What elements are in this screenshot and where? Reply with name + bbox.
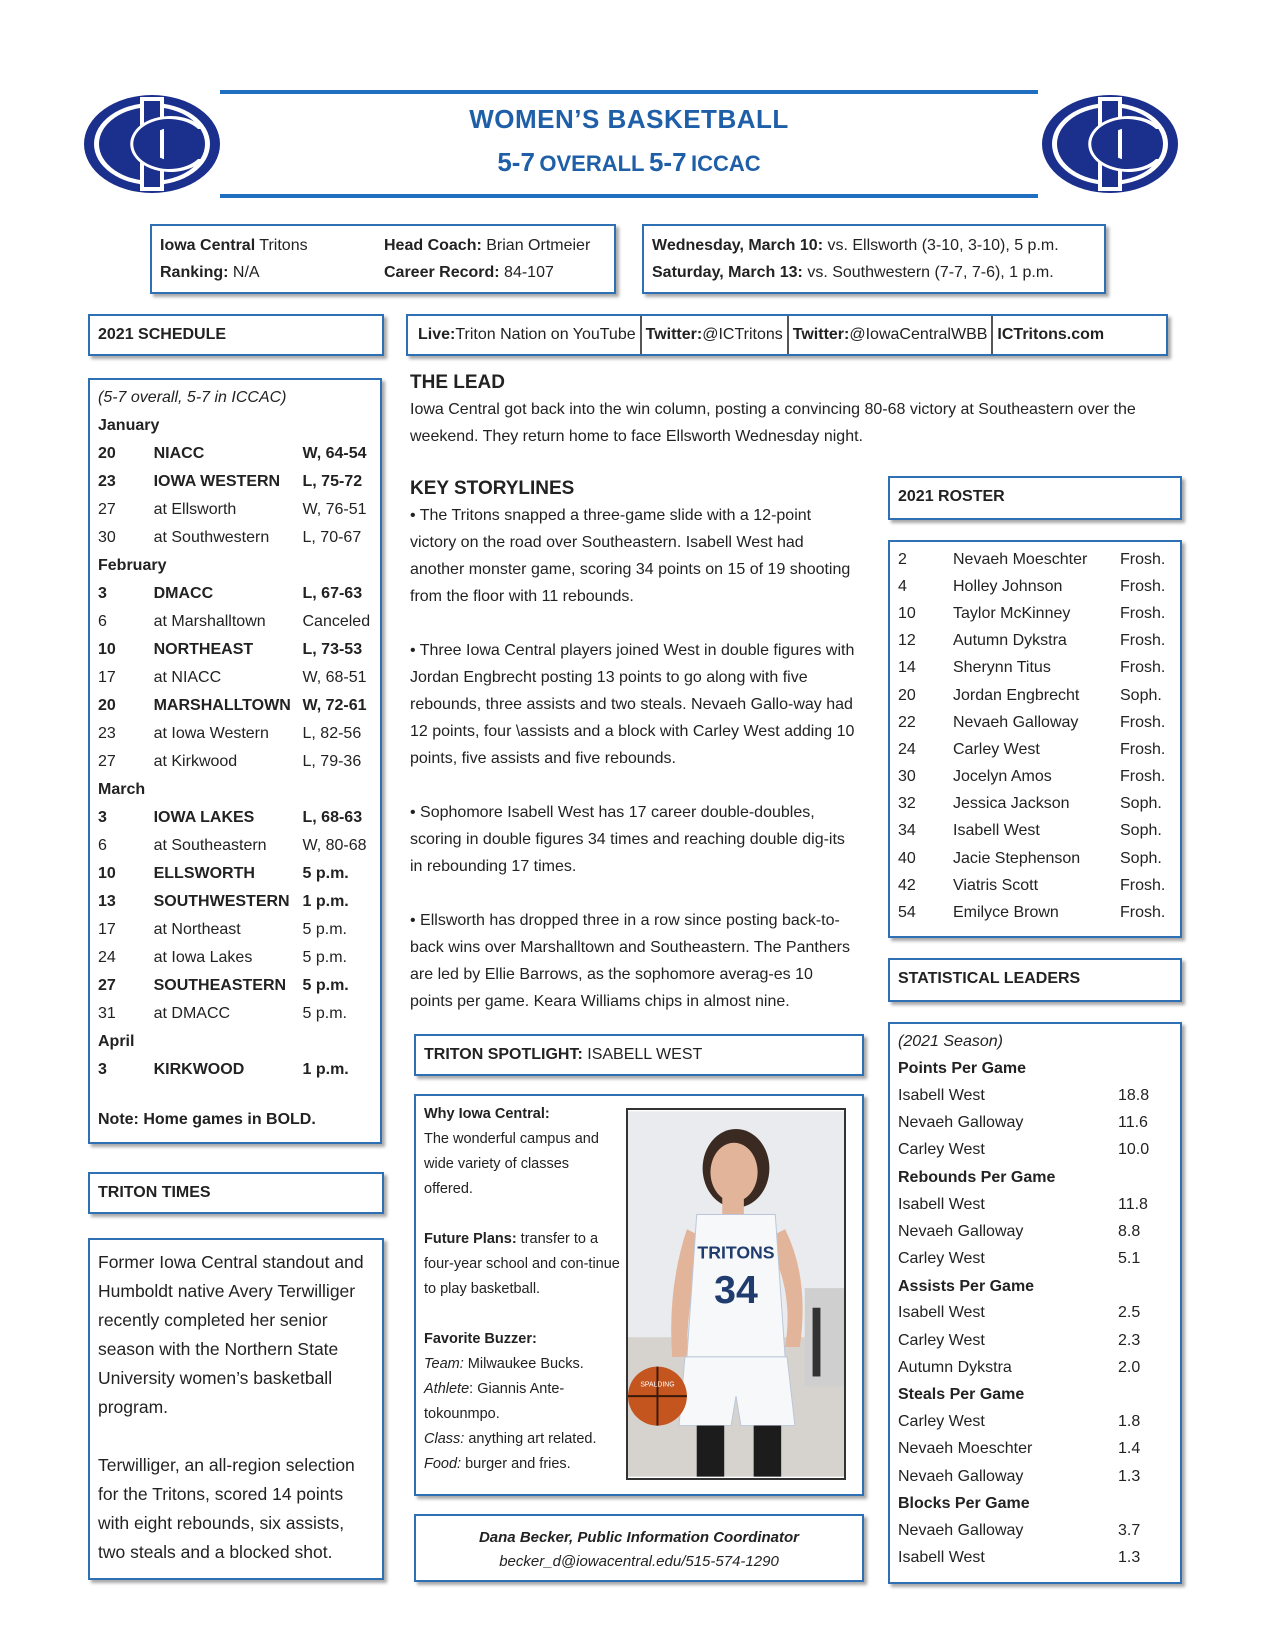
schedule-list [98,412,372,1084]
contact-box [414,1514,864,1582]
team-label: Team: [424,1356,464,1372]
schedule-row [98,972,372,1000]
roster-row [898,573,1172,600]
game-result: 5 p.m. [302,1005,347,1022]
player-number: 32 [898,795,916,813]
game-date: 27 [98,501,116,518]
player-name: Carley West [953,740,1040,758]
coach-label: Head Coach: [384,237,482,254]
stat-value: 2.3 [1118,1331,1141,1349]
game-opponent: at Kirkwood [153,753,238,770]
game-date: 20 [98,697,116,714]
stat-row [898,1327,1172,1354]
stats-header: STATISTICAL LEADERS [888,958,1182,1002]
title-banner [220,90,1038,198]
game-opponent: at NIACC [153,669,222,686]
game-opponent: at Iowa Western [153,725,269,742]
game-result: L, 70-67 [302,529,362,546]
roster-row [898,709,1172,736]
athlete-label: Athlete [424,1381,470,1397]
stat-player: Isabell West [898,1304,985,1322]
team-nickname: Tritons [255,237,308,254]
game-result: 5 p.m. [302,977,349,994]
game-date: 17 [98,669,116,686]
storyline-item: • Three Iowa Central players joined West in double figures with Jordan Engbrecht posting 13 points to go along with five rebounds, three assists and two steals. Nevaeh Gallo-way had 12 points, four \assists and a block with Carley West adding 10 points, five assists and five rebounds. [410,642,855,767]
live-value: Triton Nation on YouTube [455,326,636,343]
stat-player: Autumn Dykstra [898,1358,1012,1376]
game-opponent: IOWA LAKES [153,809,255,826]
player-photo [626,1108,846,1480]
stat-row [898,1517,1172,1544]
game-opponent: DMACC [153,585,214,602]
conference-record: 5-7 [648,147,687,177]
stat-category: Rebounds Per Game [898,1168,1056,1186]
game-result: L, 68-63 [302,809,363,826]
contact-name: Dana Becker, Public Information Coordinator [478,1529,800,1546]
stat-player: Nevaeh Moeschter [898,1440,1033,1458]
stat-player: Isabell West [898,1195,985,1213]
stat-row [898,1082,1172,1109]
player-year: Frosh. [1120,713,1166,731]
player-number: 34 [898,822,916,840]
roster-row [898,600,1172,627]
game-date: 20 [98,445,116,462]
stats-box [888,1022,1182,1584]
player-year: Frosh. [1120,550,1166,568]
upcoming-games-box [642,224,1106,294]
record-line [220,147,1038,178]
stat-category: Assists Per Game [898,1277,1035,1295]
ranking-value: N/A [228,264,260,281]
schedule-row [98,888,372,916]
class-label: Class: [424,1431,465,1447]
triton-times-header: TRITON TIMES [88,1172,384,1214]
schedule-subtitle: (5-7 overall, 5-7 in ICCAC) [98,389,287,406]
player-number: 20 [898,686,916,704]
overall-record: 5-7 [497,147,535,177]
game-date: 10 [98,865,116,882]
game-opponent: IOWA WESTERN [153,473,281,490]
schedule-row [98,860,372,888]
upcoming-day: Saturday, March 13: [652,264,803,281]
roster-row [898,818,1172,845]
page-title: WOMEN’S BASKETBALL [469,104,789,134]
game-date: 31 [98,1005,116,1022]
twitter-handle: @ICTritons [702,326,783,343]
player-name: Holley Johnson [953,577,1063,595]
upcoming-game [652,259,1096,286]
website-link[interactable] [993,316,1108,354]
roster-row [898,872,1172,899]
game-result: W, 80-68 [302,837,367,854]
twitter-label: Twitter: [792,326,850,343]
schedule-row [98,692,372,720]
stat-player: Carley West [898,1141,985,1159]
player-year: Soph. [1120,822,1162,840]
player-name: Isabell West [953,822,1040,840]
game-result: W, 72-61 [302,697,367,714]
game-opponent: at Southeastern [153,837,267,854]
player-number: 42 [898,876,916,894]
game-opponent: SOUTHEASTERN [153,977,287,994]
career-record-label: Career Record: [384,264,500,281]
contact-info[interactable]: becker_d@iowacentral.edu/515-574-1290 [499,1553,779,1570]
game-result: 5 p.m. [302,949,347,966]
spotlight-header [414,1034,864,1076]
storyline-item: • Sophomore Isabell West has 17 career double-doubles, scoring in double figures 34 times and reaching double dig-its in rebounding 17 times. [410,804,845,875]
stat-value: 8.8 [1118,1222,1141,1240]
future-label: Future Plans: [424,1231,517,1247]
schedule-row [98,1056,372,1084]
stats-list [898,1055,1172,1572]
career-record-value: 84-107 [499,264,554,281]
roster-row [898,845,1172,872]
stat-value: 11.6 [1118,1114,1148,1132]
game-date: 27 [98,977,116,994]
stat-player: Isabell West [898,1549,985,1567]
schedule-row [98,636,372,664]
player-year: Frosh. [1120,604,1166,622]
player-number: 12 [898,632,916,650]
stat-row [898,1110,1172,1137]
schedule-row [98,468,372,496]
food-text: burger and fries. [461,1456,571,1472]
stat-value: 5.1 [1118,1250,1141,1268]
stat-row [898,1545,1172,1572]
player-number: 10 [898,604,916,622]
player-name: Autumn Dykstra [953,632,1067,650]
player-name: Sherynn Titus [953,659,1051,677]
upcoming-day: Wednesday, March 10: [652,237,824,254]
player-name: Nevaeh Galloway [953,713,1079,731]
team-name: Iowa Central [160,237,256,254]
roster-row [898,546,1172,573]
athlete-text: : Giannis Ante-tokounmpo. [424,1381,565,1422]
stat-row [898,1218,1172,1245]
game-opponent: at Ellsworth [153,501,237,518]
game-date: 23 [98,725,116,742]
team-text: Milwaukee Bucks. [463,1356,584,1372]
roster-row [898,899,1172,926]
lead-section [410,372,1170,450]
game-date: 6 [98,613,107,630]
schedule-row [98,804,372,832]
website-text: ICTritons.com [997,326,1105,343]
schedule-month: January [98,417,160,434]
player-year: Frosh. [1120,768,1166,786]
game-date: 23 [98,473,116,490]
game-opponent: NIACC [153,445,205,462]
schedule-row [98,916,372,944]
stat-row [898,1246,1172,1273]
class-text: anything art related. [464,1431,597,1447]
player-year: Frosh. [1120,577,1166,595]
game-result: 5 p.m. [302,921,347,938]
roster-row [898,682,1172,709]
game-date: 27 [98,753,116,770]
stat-player: Nevaeh Galloway [898,1467,1024,1485]
player-number: 4 [898,577,907,595]
player-year: Soph. [1120,849,1162,867]
game-date: 3 [98,809,107,826]
schedule-row [98,440,372,468]
roster-row [898,736,1172,763]
stat-value: 1.4 [1118,1440,1141,1458]
stat-value: 3.7 [1118,1521,1141,1539]
player-name: Jacie Stephenson [953,849,1081,867]
player-name: Jordan Engbrecht [953,686,1080,704]
triton-times-paragraph: Terwilliger, an all-region selection for the Tritons, scored 14 points with eight rebounds, six assists, two steals and a blocked shot. [98,1455,355,1562]
game-opponent: at Northeast [153,921,241,938]
stat-player: Nevaeh Galloway [898,1222,1024,1240]
schedule-row [98,720,372,748]
game-date: 13 [98,893,116,910]
stat-player: Nevaeh Galloway [898,1114,1024,1132]
game-opponent: KIRKWOOD [153,1061,245,1078]
future-text: transfer to a four-year school and con-tinue to play basketball. [424,1231,620,1297]
schedule-row [98,748,372,776]
stat-player: Carley West [898,1413,985,1431]
player-number: 54 [898,904,916,922]
buzzer-label: Favorite Buzzer: [424,1331,537,1347]
game-opponent: SOUTHWESTERN [153,893,290,910]
schedule-row [98,496,372,524]
game-date: 3 [98,585,107,602]
game-date: 10 [98,641,116,658]
roster-row [898,655,1172,682]
game-result: L, 79-36 [302,753,362,770]
game-result: L, 73-53 [302,641,363,658]
stat-row [898,1436,1172,1463]
player-number: 14 [898,659,916,677]
storyline-item: • The Tritons snapped a three-game slide with a 12-point victory on the road over Southeastern. Isabell West had another monster game, scoring 34 points on 15 of 19 shooting from the floor with 11 rebounds. [410,507,851,605]
ic-logo-left [82,93,222,195]
schedule-row [98,664,372,692]
ic-logo-right [1040,93,1180,195]
stat-category: Points Per Game [898,1060,1027,1078]
stat-row [898,1137,1172,1164]
triton-times-paragraph: Former Iowa Central standout and Humboldt native Avery Terwilliger recently completed her senior season with the Northern State University women’s basketball program. [98,1252,364,1417]
game-result: Canceled [302,613,371,630]
game-date: 30 [98,529,116,546]
schedule-month: April [98,1033,135,1050]
player-number: 24 [898,740,916,758]
storylines-heading: KEY STORYLINES [410,478,575,499]
game-result: L, 75-72 [302,473,363,490]
upcoming-detail: vs. Ellsworth (3-10, 3-10), 5 p.m. [823,237,1059,254]
player-name: Nevaeh Moeschter [953,550,1088,568]
roster-row [898,791,1172,818]
roster-row [898,764,1172,791]
team-info-box [150,224,616,294]
game-opponent: at Marshalltown [153,613,266,630]
spotlight-box [414,1094,864,1496]
schedule-row [98,608,372,636]
stat-value: 2.5 [1118,1304,1141,1322]
game-result: 1 p.m. [302,893,349,910]
overall-label: OVERALL [539,151,645,176]
game-result: L, 67-63 [302,585,363,602]
stat-category: Steals Per Game [898,1386,1025,1404]
player-number: 30 [898,768,916,786]
stat-value: 1.8 [1118,1413,1141,1431]
schedule-month: February [98,557,167,574]
game-result: W, 76-51 [302,501,367,518]
player-year: Soph. [1120,795,1162,813]
game-date: 17 [98,921,116,938]
lead-heading: THE LEAD [410,372,505,393]
stat-player: Nevaeh Galloway [898,1521,1024,1539]
game-date: 24 [98,949,116,966]
stat-row [898,1300,1172,1327]
stat-value: 2.0 [1118,1358,1141,1376]
jersey-text: TRITONS [697,1242,775,1263]
player-name: Taylor McKinney [953,604,1071,622]
lead-text: Iowa Central got back into the win column, posting a convincing 80-68 victory at Southeastern over the weekend. They return home to face Ellsworth Wednesday night. [410,401,1136,445]
twitter-label: Twitter: [645,326,703,343]
stat-player: Carley West [898,1331,985,1349]
roster-header: 2021 ROSTER [888,476,1182,520]
player-year: Frosh. [1120,659,1166,677]
stat-value: 18.8 [1118,1086,1150,1104]
live-label: Live: [418,326,456,343]
jersey-number: 34 [714,1267,758,1312]
game-opponent: ELLSWORTH [153,865,255,882]
spotlight-name: ISABELL WEST [582,1046,703,1063]
social-bar [406,314,1168,356]
schedule-row [98,944,372,972]
game-opponent: NORTHEAST [153,641,254,658]
food-label: Food: [424,1456,462,1472]
game-date: 3 [98,1061,107,1078]
player-year: Frosh. [1120,876,1166,894]
schedule-row [98,580,372,608]
coach-name: Brian Ortmeier [481,237,591,254]
twitter-wbb-link[interactable] [789,316,994,354]
game-opponent: at Southwestern [153,529,270,546]
twitter-handle: @IowaCentralWBB [849,326,988,343]
stat-row [898,1354,1172,1381]
player-number: 40 [898,849,916,867]
game-result: L, 82-56 [302,725,362,742]
game-result: 1 p.m. [302,1061,349,1078]
schedule-row [98,524,372,552]
player-year: Frosh. [1120,740,1166,758]
game-opponent: at DMACC [153,1005,231,1022]
schedule-row [98,832,372,860]
why-label: Why Iowa Central: [424,1106,550,1122]
twitter-team-link[interactable] [642,316,789,354]
conference-label: ICCAC [690,151,761,176]
player-year: Frosh. [1120,632,1166,650]
player-name: Jessica Jackson [953,795,1070,813]
schedule-note: Note: Home games in BOLD. [98,1111,316,1128]
schedule-row [98,1000,372,1028]
player-number: 2 [898,550,907,568]
stat-row [898,1191,1172,1218]
game-result: W, 68-51 [302,669,367,686]
ranking-label: Ranking: [160,264,229,281]
schedule-header: 2021 SCHEDULE [88,314,384,356]
triton-times-box [88,1238,384,1580]
stat-category: Blocks Per Game [898,1495,1030,1513]
player-year: Soph. [1120,686,1162,704]
stat-player: Carley West [898,1250,985,1268]
game-date: 6 [98,837,107,854]
why-text: The wonderful campus and wide variety of classes offered. [424,1131,599,1197]
stat-row [898,1463,1172,1490]
live-stream-link[interactable] [414,316,642,354]
game-opponent: MARSHALLTOWN [153,697,291,714]
storylines-section [410,478,858,1015]
spotlight-label: TRITON SPOTLIGHT: [424,1046,583,1063]
ball-text: SPALDING [640,1381,675,1389]
schedule-month: March [98,781,146,798]
player-number: 22 [898,713,916,731]
stat-value: 1.3 [1118,1467,1141,1485]
upcoming-game [652,232,1096,259]
stat-player: Isabell West [898,1086,985,1104]
storyline-item: • Ellsworth has dropped three in a row since posting back-to-back wins over Marshalltown and Southeastern. The Panthers are led by Ellie Barrows, as the sophomore averag-es 10 points per game. Keara Williams chips in almost nine. [410,912,850,1010]
stats-season: (2021 Season) [898,1033,1003,1050]
stat-value: 11.8 [1118,1195,1148,1213]
game-result: W, 64-54 [302,445,367,462]
game-opponent: at Iowa Lakes [153,949,253,966]
game-result: 5 p.m. [302,865,349,882]
upcoming-detail: vs. Southwestern (7-7, 7-6), 1 p.m. [802,264,1054,281]
stat-row [898,1409,1172,1436]
stat-value: 1.3 [1118,1549,1141,1567]
player-name: Emilyce Brown [953,904,1059,922]
roster-row [898,628,1172,655]
player-year: Frosh. [1120,904,1166,922]
schedule-box [88,378,382,1144]
player-name: Jocelyn Amos [953,768,1052,786]
player-name: Viatris Scott [953,876,1039,894]
roster-box [888,540,1182,938]
stat-value: 10.0 [1118,1141,1150,1159]
